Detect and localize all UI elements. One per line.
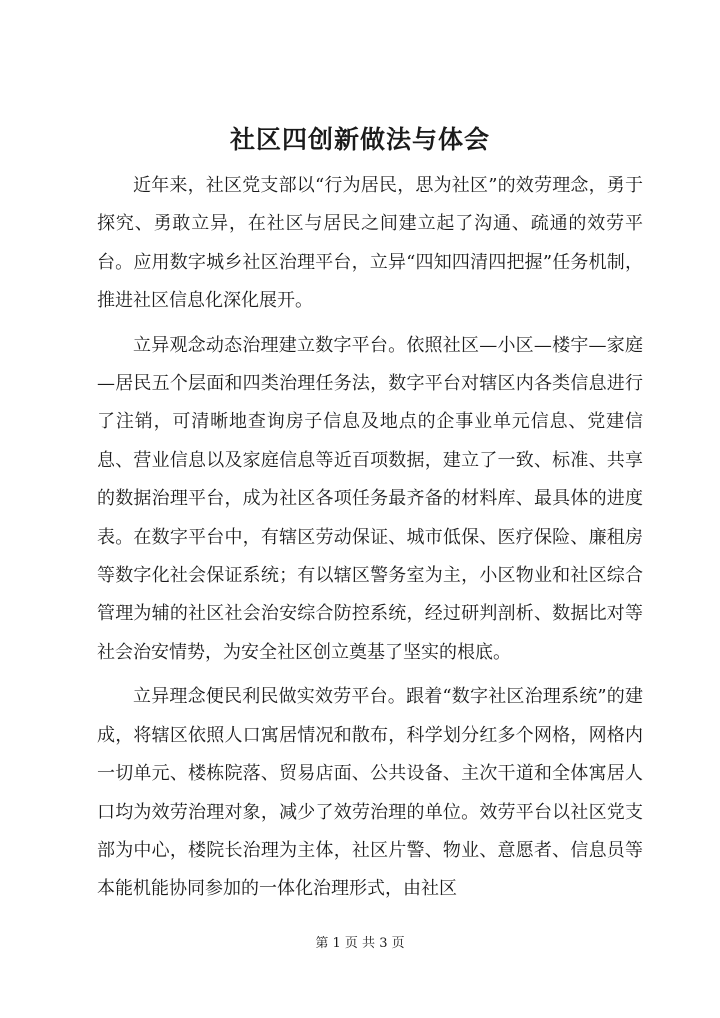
paragraph-service-platform: 立异理念便民利民做实效劳平台。跟着“数字社区治理系统”的建成，将辖区依照人口寓居情况和散布，科学划分红多个网格，网格内一切单元、楼栋院落、贸易店面、公共设备、主次干道和全体寓居人口均为效劳治理对象，减少了效劳治理的单位。效劳平台以社区党支部为中心，楼院长治理为主体，社区片警、物业、意愿者、信息员等本能机能协同参加的一体化治理形式，由社区 bbox=[97, 686, 643, 900]
paragraph-intro: 近年来，社区党支部以“行为居民，思为社区”的效劳理念，勇于探究、勇敢立异，在社区与居民之间建立起了沟通、疏通的效劳平台。应用数字城乡社区治理平台，立异“四知四清四把握”任务机制，推进社区信息化深化展开。 bbox=[97, 175, 643, 312]
document-body bbox=[97, 167, 643, 915]
paragraph-digital-platform: 立异观念动态治理建立数字平台。依照社区—小区—楼宇—家庭—居民五个层面和四类治理任务法，数字平台对辖区内各类信息进行了注销，可清晰地查询房子信息及地点的企事业单元信息、党建信息、营业信息以及家庭信息等近百项数据，建立了一致、标准、共享的数据治理平台，成为社区各项任务最齐备的材料库、最具体的进度表。在数字平台中，有辖区劳动保证、城市低保、医疗保险、廉租房等数字化社会保证系统；有以辖区警务室为主，小区物业和社区综合管理为辅的社区社会治安综合防控系统，经过研判剖析、数据比对等社会治安情势，为安全社区创立奠基了坚实的根底。 bbox=[97, 334, 643, 663]
page-footer: 第 1 页 共 3 页 bbox=[315, 936, 405, 951]
document-title: 社区四创新做法与体会 bbox=[229, 125, 490, 154]
